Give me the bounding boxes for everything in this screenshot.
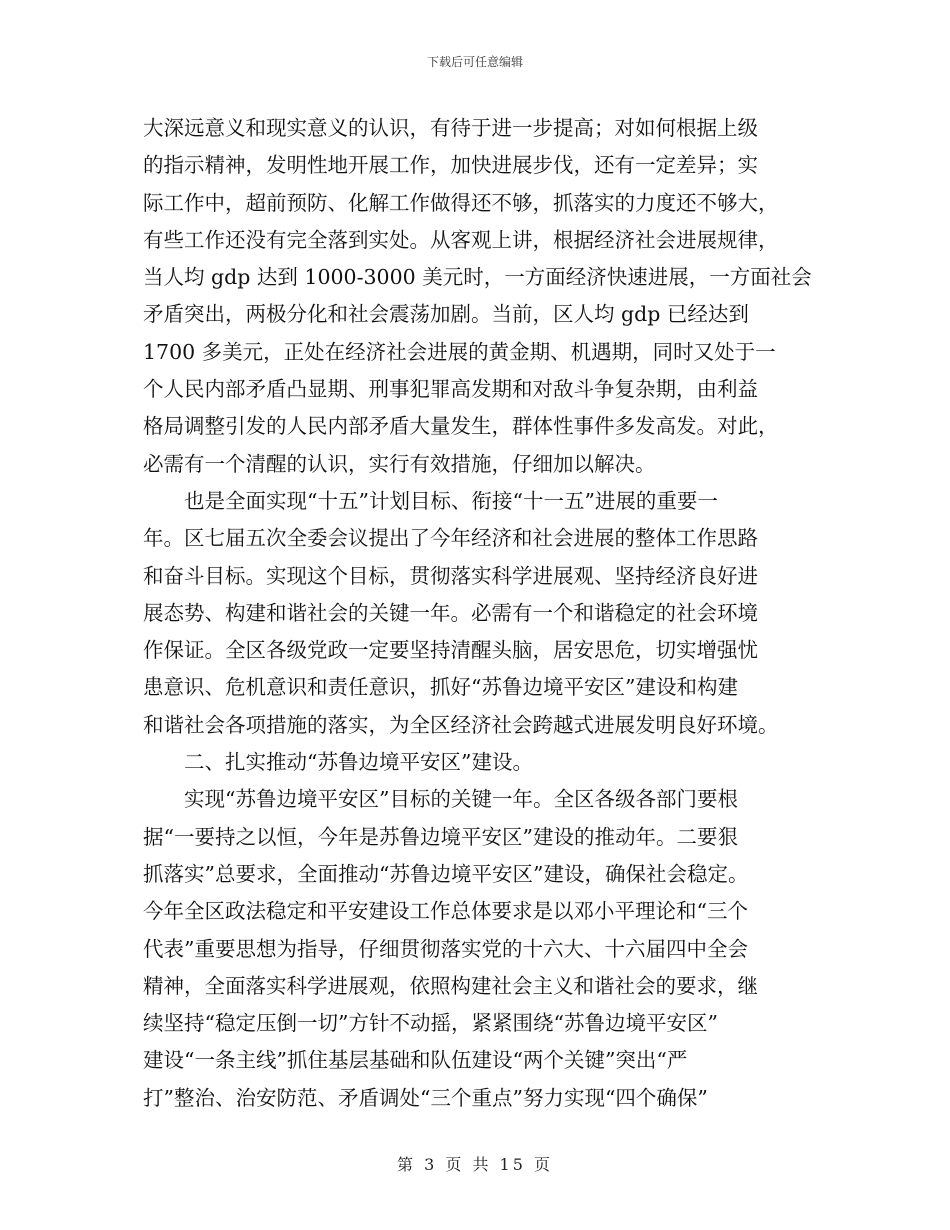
text-line: 今年全区政法稳定和平安建设工作总体要求是以邓小平理论和“三个: [143, 899, 748, 924]
text-line: 际工作中，超前预防、化解工作做得还不够，抓落实的力度还不够大，: [143, 190, 779, 215]
text-line: 实现“苏鲁边境平安区”目标的关键一年。全区各级各部门要根: [143, 787, 738, 812]
text-line: 作保证。全区各级党政一定要坚持清醒头脑，居安思危，切实增强忧: [143, 638, 758, 663]
text-line: 和谐社会各项措施的落实，为全区经济社会跨越式进展发明良好环境。: [143, 712, 779, 737]
text-line: 格局调整引发的人民内部矛盾大量发生，群体性事件多发高发。对此，: [143, 414, 779, 439]
text-line: 的指示精神，发明性地开展工作，加快进展步伐，还有一定差异；实: [143, 153, 758, 178]
text-line: 打”整治、治安防范、矛盾调处“三个重点”努力实现“四个确保”: [143, 1085, 708, 1110]
text-line: 当人均 gdp 达到 1000-3000 美元时，一方面经济快速进展，一方面社会: [143, 265, 812, 290]
text-line: 据“一要持之以恒，今年是苏鲁边境平安区”建设的推动年。二要狠: [143, 824, 738, 849]
text-line: 年。区七届五次全委会议提出了今年经济和社会进展的整体工作思路: [143, 526, 758, 551]
text-line: 展态势、构建和谐社会的关键一年。必需有一个和谐稳定的社会环境: [143, 600, 758, 625]
text-line: 1700 多美元，正处在经济社会进展的黄金期、机遇期，同时又处于一: [143, 339, 776, 364]
text-line: 代表”重要思想为指导，仔细贯彻落实党的十六大、十六届四中全会: [143, 936, 748, 961]
text-line: 抓落实”总要求，全面推动“苏鲁边境平安区”建设，确保社会稳定。: [143, 861, 749, 886]
text-line: 建设“一条主线”抓住基层基础和队伍建设“两个关键”突出“严: [143, 1048, 688, 1073]
text-line: 有些工作还没有完全落到实处。从客观上讲，根据经济社会进展规律，: [143, 227, 779, 252]
body-text: [143, 110, 823, 1117]
text-line: 个人民内部矛盾凸显期、刑事犯罪高发期和对敌斗争复杂期，由利益: [143, 377, 758, 402]
text-line: 矛盾突出，两极分化和社会震荡加剧。当前，区人均 gdp 已经达到: [143, 302, 749, 327]
text-line: 续坚持“稳定压倒一切”方针不动摇，紧紧围绕“苏鲁边境平安区”: [143, 1011, 718, 1036]
text-line: 也是全面实现“十五”计划目标、衔接“十一五”进展的重要一: [143, 488, 718, 513]
text-line: 必需有一个清醒的认识，实行有效措施，仔细加以解决。: [143, 451, 656, 476]
text-line: 和奋斗目标。实现这个目标，贯彻落实科学进展观、坚持经济良好进: [143, 563, 758, 588]
text-line: 二、扎实推动“苏鲁边境平安区”建设。: [143, 750, 533, 775]
page-number-footer: 第 3 页 共 15 页: [397, 1155, 553, 1174]
text-line: 大深远意义和现实意义的认识，有待于进一步提高；对如何根据上级: [143, 116, 758, 140]
text-line: 精神，全面落实科学进展观，依照构建社会主义和谐社会的要求，继: [143, 973, 758, 998]
header-note: 下载后可任意编辑: [426, 55, 523, 69]
text-line: 患意识、危机意识和责任意识，抓好“苏鲁边境平安区”建设和构建: [143, 675, 738, 700]
